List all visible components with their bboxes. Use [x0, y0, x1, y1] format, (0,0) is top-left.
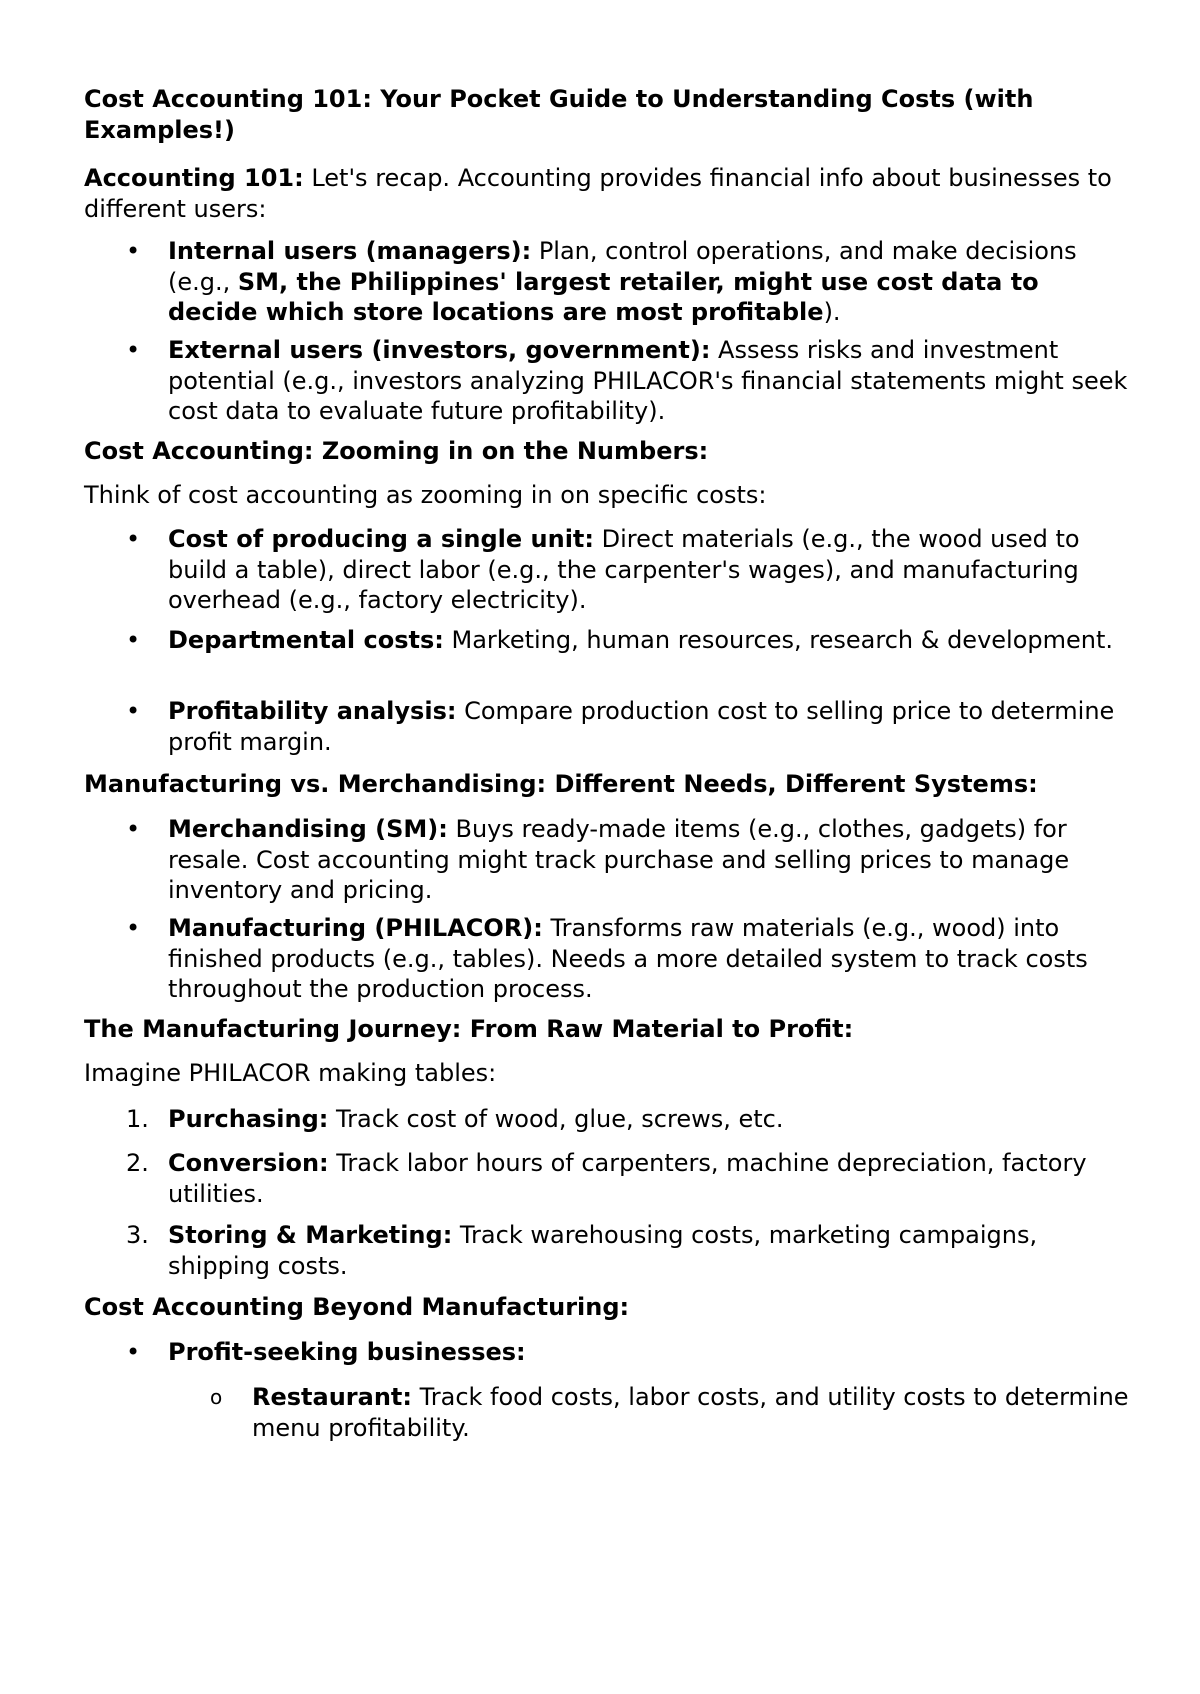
- section-intro-text: Think of cost accounting as zooming in on specific costs:: [84, 481, 767, 509]
- list-item: [126, 625, 1134, 656]
- list-item: [126, 335, 1134, 427]
- item-text: Transforms raw materials (e.g., wood) into finished products (e.g., tables). Needs a more detailed system to track costs throughout the production process.: [168, 914, 1088, 1003]
- item-label: Departmental costs:: [168, 626, 444, 654]
- bullet-icon: •: [126, 336, 141, 364]
- item-label: Profit-seeking businesses:: [168, 1338, 526, 1366]
- item-label: Restaurant:: [252, 1383, 412, 1411]
- list-item: [126, 913, 1134, 1005]
- item-text: Track labor hours of carpenters, machine depreciation, factory utilities.: [168, 1149, 1087, 1208]
- section-heading-text: Cost Accounting Beyond Manufacturing:: [84, 1293, 630, 1321]
- section-heading-text: The Manufacturing Journey: From Raw Material to Profit:: [84, 1015, 854, 1043]
- intro-paragraph: [84, 163, 1134, 224]
- item-text: Track food costs, labor costs, and utility costs to determine menu profitability.: [252, 1383, 1129, 1442]
- list-item: [126, 1337, 1134, 1368]
- section-heading: [84, 1014, 1134, 1045]
- bullet-icon: •: [126, 697, 141, 725]
- section-heading: [84, 1292, 1134, 1323]
- bullet-icon: •: [126, 626, 141, 654]
- intro-text: Let's recap. Accounting provides financial info about businesses to different users:: [84, 164, 1112, 223]
- item-label: Storing & Marketing:: [168, 1221, 453, 1249]
- item-label: Purchasing:: [168, 1105, 329, 1133]
- item-text: Buys ready-made items (e.g., clothes, gadgets) for resale. Cost accounting might track purchase and selling prices to manage inventory and pricing.: [168, 815, 1070, 904]
- section-heading-text: Manufacturing vs. Merchandising: Different Needs, Different Systems:: [84, 770, 1038, 798]
- item-label: Internal users (managers):: [168, 237, 532, 265]
- section-heading: [84, 769, 1134, 800]
- section-heading: [84, 436, 1134, 467]
- item-text: Compare production cost to selling price to determine profit margin.: [168, 697, 1115, 756]
- document-title: [84, 84, 1134, 145]
- bullet-icon: •: [126, 1338, 141, 1366]
- item-text: Marketing, human resources, research & development.: [443, 626, 1114, 654]
- item-label: Manufacturing (PHILACOR):: [168, 914, 543, 942]
- step-number: 2.: [126, 1149, 149, 1177]
- circle-bullet-icon: o: [210, 1385, 223, 1409]
- item-label: Merchandising (SM):: [168, 815, 448, 843]
- sub-list-item: [210, 1382, 1134, 1443]
- section-intro-text: Imagine PHILACOR making tables:: [84, 1059, 497, 1087]
- intro-label: Accounting 101:: [84, 164, 304, 192]
- item-label: External users (investors, government):: [168, 336, 711, 364]
- item-text: Track cost of wood, glue, screws, etc.: [328, 1105, 784, 1133]
- step-number: 3.: [126, 1221, 149, 1249]
- bullet-icon: •: [126, 815, 141, 843]
- numbered-item: [126, 1220, 1134, 1281]
- item-label: Cost of producing a single unit:: [168, 525, 594, 553]
- section-intro: [84, 1058, 1134, 1089]
- item-label: Profitability analysis:: [168, 697, 457, 725]
- bullet-icon: •: [126, 525, 141, 553]
- list-item: [126, 696, 1134, 757]
- step-number: 1.: [126, 1105, 149, 1133]
- bullet-icon: •: [126, 237, 141, 265]
- item-end: ).: [823, 298, 841, 326]
- item-text: Assess risks and investment potential (e.g., investors analyzing PHILACOR's financial statements might seek cost data to evaluate future profitability).: [168, 336, 1128, 425]
- item-label: Conversion:: [168, 1149, 329, 1177]
- list-item: [126, 524, 1134, 616]
- section-heading-text: Cost Accounting: Zooming in on the Numbers:: [84, 437, 709, 465]
- bullet-icon: •: [126, 914, 141, 942]
- item-text: Direct materials (e.g., the wood used to build a table), direct labor (e.g., the carpenter's wages), and manufacturing overhead (e.g., factory electricity).: [168, 525, 1080, 614]
- section-intro: [84, 480, 1134, 511]
- title-text: Cost Accounting 101: Your Pocket Guide to Understanding Costs (with Examples!): [84, 85, 1034, 144]
- numbered-item: [126, 1148, 1134, 1209]
- list-item: [126, 236, 1134, 328]
- item-text: Plan, control operations, and make decisions (e.g.,: [168, 237, 1077, 296]
- item-bold-text: SM, the Philippines' largest retailer, might use cost data to decide which store locations are most profitable: [168, 267, 1039, 326]
- item-text: Track warehousing costs, marketing campaigns, shipping costs.: [168, 1221, 1038, 1280]
- list-item: [126, 814, 1134, 906]
- numbered-item: [126, 1104, 1134, 1135]
